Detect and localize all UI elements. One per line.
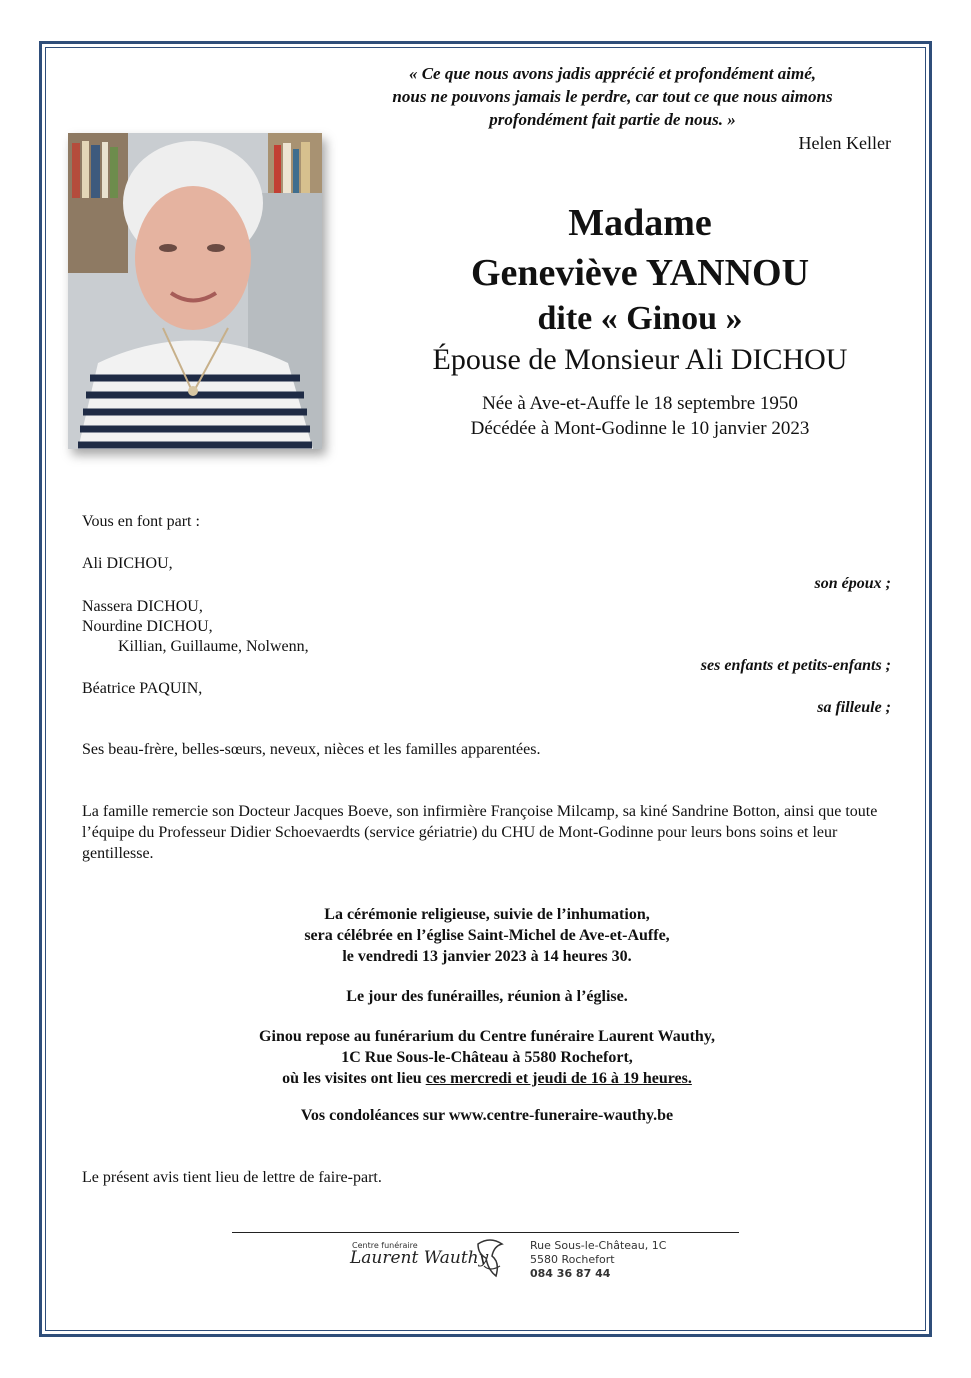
goddaughter-relation: sa filleule ;: [817, 699, 891, 716]
announcement-intro: Vous en font part :: [82, 513, 200, 530]
portrait-photo: [68, 133, 322, 449]
gathering-info: Le jour des funérailles, réunion à l’église.: [346, 988, 628, 1005]
quote: [340, 62, 885, 131]
funerarium-info: [82, 1026, 892, 1089]
spouse-relation: son époux ;: [814, 575, 891, 592]
funeral-logo-icon: [470, 1236, 510, 1285]
ceremony-line: La cérémonie religieuse, suivie de l’inhumation,: [324, 906, 650, 923]
thanks-paragraph: La famille remercie son Docteur Jacques Boeve, son infirmière Françoise Milcamp, sa kiné Sandrine Botton, ainsi que toute l’équipe du Professeur Didier Schoevaerdts (service gériatrie) du CHU de Mont-Godinne pour leurs bons soins et leur gentillesse.: [82, 803, 878, 862]
children-relation: ses enfants et petits-enfants ;: [700, 657, 891, 674]
visits-hours: ces mercredi et jeudi de 16 à 19 heures.: [425, 1070, 692, 1087]
birth-info: Née à Ave-et-Auffe le 18 septembre 1950: [482, 393, 798, 414]
funerarium-line: 1C Rue Sous-le-Château à 5580 Rochefort,: [341, 1049, 633, 1066]
extended-family: Ses beau-frère, belles-sœurs, neveux, nièces et les familles apparentées.: [82, 741, 541, 758]
spouse-name: Ali DICHOU,: [82, 555, 173, 572]
deceased-nickname: dite « Ginou »: [537, 300, 743, 337]
condolences-link[interactable]: Vos condoléances sur www.centre-funeraire-wauthy.be: [300, 1107, 674, 1124]
closing-note: Le présent avis tient lieu de lettre de faire-part.: [82, 1169, 382, 1186]
grandchildren-names: Killian, Guillaume, Nolwenn,: [118, 638, 309, 655]
footer-address: Rue Sous-le-Château, 1C: [530, 1239, 667, 1252]
footer-divider: [232, 1232, 739, 1233]
goddaughter-name: Béatrice PAQUIN,: [82, 680, 203, 697]
ceremony-info: [82, 904, 892, 967]
child-name: Nassera DICHOU,: [82, 598, 203, 615]
footer-city: 5580 Rochefort: [530, 1253, 615, 1266]
visits-line: [82, 1068, 892, 1089]
ceremony-line: sera célébrée en l’église Saint-Michel de Ave-et-Auffe,: [304, 927, 670, 944]
logo-caption: Centre funéraire: [352, 1241, 418, 1250]
logo-name: Laurent Wauthy: [350, 1248, 489, 1268]
child-name: Nourdine DICHOU,: [82, 618, 213, 635]
funerarium-line: Ginou repose au funérarium du Centre funéraire Laurent Wauthy,: [259, 1028, 715, 1045]
visits-prefix: où les visites ont lieu: [282, 1070, 426, 1087]
quote-author: Helen Keller: [798, 133, 891, 153]
quote-line: « Ce que nous avons jadis apprécié et profondément aimé,: [408, 64, 817, 83]
ceremony-line: le vendredi 13 janvier 2023 à 14 heures 30.: [342, 948, 632, 965]
death-info: Décédée à Mont-Godinne le 10 janvier 2023: [470, 418, 810, 439]
deceased-title: Madame: [568, 202, 712, 244]
portrait-illustration: [68, 133, 322, 449]
deceased-spouse: Épouse de Monsieur Ali DICHOU: [432, 343, 848, 376]
quote-line: profondément fait partie de nous. »: [489, 110, 736, 129]
deceased-name: Geneviève YANNOU: [470, 252, 810, 294]
quote-line: nous ne pouvons jamais le perdre, car tout ce que nous aimons: [392, 87, 833, 106]
footer-phone: 084 36 87 44: [530, 1267, 611, 1280]
